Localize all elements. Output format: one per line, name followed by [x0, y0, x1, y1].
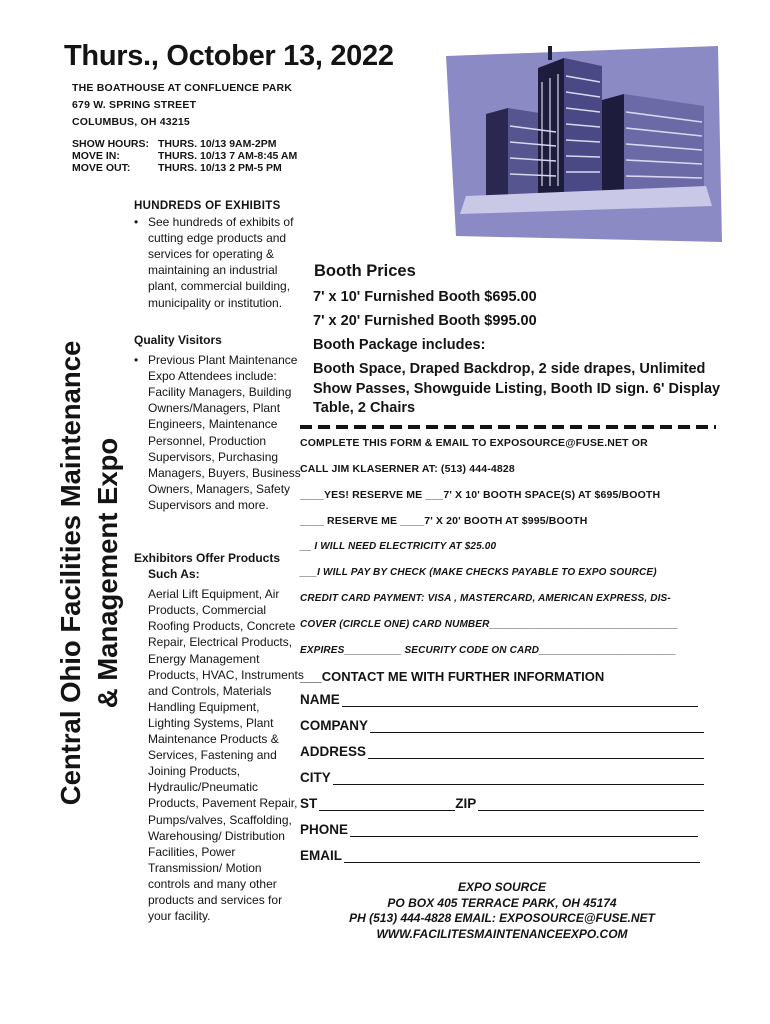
- exhibits-bullet-item: [134, 214, 302, 311]
- show-hours-label: SHOW HOURS:: [72, 138, 149, 150]
- city-label: CITY: [300, 770, 331, 785]
- reserve-10-option[interactable]: ____YES! RESERVE ME ___7' X 10' BOOTH SPACE(S) AT $695/BOOTH: [300, 489, 661, 501]
- expires-security-field[interactable]: EXPIRES__________ SECURITY CODE ON CARD________________________: [300, 645, 677, 656]
- show-hours: [72, 138, 276, 150]
- address-label: ADDRESS: [300, 744, 367, 759]
- booth-prices-title: Booth Prices: [314, 262, 416, 280]
- products-text: Aerial Lift Equipment, Air Products, Commercial Roofing Products, Concrete Repair, Electrical Products, Energy Management Products, HVAC, Instruments and Controls, Materials Handling Equipment, Lighting Systems, Plant Maintenance Products & Services, Fastening and Joining Products, Hydraulic/Pneumatic Products, Pavement Repair, Pumps/valves, Scaffolding, Warehousing/ Distribution Facilities, Power Transmission/ Motion controls and many other products and services for your facility.: [148, 587, 304, 924]
- building-illustration: [446, 46, 722, 242]
- city-field[interactable]: [300, 770, 704, 785]
- email-label: EMAIL: [300, 848, 342, 863]
- name-input-line[interactable]: [342, 694, 698, 707]
- dashed-divider: [300, 425, 716, 429]
- zip-input-line[interactable]: [478, 798, 704, 811]
- phone-field[interactable]: [300, 822, 698, 837]
- visitors-heading: Quality Visitors: [134, 333, 222, 347]
- address-input-line[interactable]: [368, 746, 704, 759]
- event-date: Thurs., October 13, 2022: [64, 40, 394, 72]
- zip-label: ZIP: [455, 796, 477, 811]
- electricity-option[interactable]: __ I WILL NEED ELECTRICITY AT $25.00: [300, 541, 497, 552]
- footer-website: WWW.FACILITESMAINTENANCEEXPO.COM: [376, 926, 628, 941]
- name-label: NAME: [300, 692, 340, 707]
- booth-price-20: 7' x 20' Furnished Booth $995.00: [313, 313, 537, 329]
- venue-street: 679 W. SPRING STREET: [72, 99, 197, 111]
- bullet-icon: •: [134, 215, 139, 230]
- credit-card-number-field[interactable]: COVER (CIRCLE ONE) CARD NUMBER_________________________________: [300, 619, 678, 630]
- move-out-label: MOVE OUT:: [72, 162, 131, 174]
- visitors-section: [134, 332, 302, 513]
- city-input-line[interactable]: [333, 772, 704, 785]
- products-heading-2: Such As:: [148, 567, 200, 582]
- exhibits-text: See hundreds of exhibits of cutting edge products and services for operating & maintaining an industrial plant, commercial building, municipality or institution.: [148, 215, 294, 310]
- company-field[interactable]: [300, 718, 704, 733]
- reserve-20-option[interactable]: ____ RESERVE ME ____7' X 20' BOOTH AT $995/BOOTH: [300, 515, 588, 527]
- email-input-line[interactable]: [344, 850, 700, 863]
- show-hours-value: THURS. 10/13 9AM-2PM: [158, 138, 277, 150]
- footer-org: EXPO SOURCE: [457, 880, 547, 894]
- booth-price-10: 7' x 10' Furnished Booth $695.00: [313, 289, 537, 305]
- state-input-line[interactable]: [319, 798, 455, 811]
- move-out-value: THURS. 10/13 2 PM-5 PM: [158, 162, 282, 174]
- name-field[interactable]: [300, 692, 698, 707]
- expo-title-vertical: [52, 308, 130, 838]
- products-section: [134, 550, 304, 924]
- credit-card-line-1: CREDIT CARD PAYMENT: VISA , MASTERCARD, AMERICAN EXPRESS, DIS-: [300, 593, 671, 604]
- expo-title-line-2: & Management Expo: [92, 437, 123, 709]
- phone-label: PHONE: [300, 822, 349, 837]
- state-label: ST: [300, 796, 318, 811]
- bullet-icon: •: [134, 353, 139, 368]
- email-field[interactable]: [300, 848, 700, 863]
- footer-po-box: PO BOX 405 TERRACE PARK, OH 45174: [387, 895, 617, 910]
- venue-name: THE BOATHOUSE AT CONFLUENCE PARK: [72, 82, 293, 94]
- products-heading-1: Exhibitors Offer Products: [134, 551, 281, 565]
- move-in-value: THURS. 10/13 7 AM-8:45 AM: [158, 150, 298, 162]
- company-input-line[interactable]: [370, 720, 704, 733]
- exhibits-section: [134, 198, 302, 311]
- booth-package-description: Booth Space, Draped Backdrop, 2 side drapes, Unlimited Show Passes, Showguide Listing, Booth ID sign. 6' Display Table, 2 Chairs: [313, 361, 721, 416]
- exhibits-heading: HUNDREDS OF EXHIBITS: [134, 200, 281, 212]
- state-zip-field[interactable]: [300, 796, 704, 811]
- company-label: COMPANY: [300, 718, 369, 733]
- visitors-text: Previous Plant Maintenance Expo Attendees include: Facility Managers, Building Owners/Managers, Plant Engineers, Maintenance Personnel, Production Supervisors, Purchasing Managers, Buyers, Business Owners, Managers, Safety Supervisors and more.: [148, 353, 301, 512]
- form-instructions-1: COMPLETE THIS FORM & EMAIL TO EXPOSOURCE@FUSE.NET OR: [300, 437, 648, 449]
- venue-city: COLUMBUS, OH 43215: [72, 116, 190, 128]
- form-instructions-2: CALL JIM KLASERNER AT: (513) 444-4828: [300, 463, 515, 475]
- move-in-label: MOVE IN:: [72, 150, 120, 162]
- footer-phone-email: PH (513) 444-4828 EMAIL: EXPOSOURCE@FUSE.NET: [349, 911, 655, 925]
- booth-package-heading: Booth Package includes:: [313, 337, 486, 353]
- move-in-hours: [72, 150, 297, 162]
- expo-title-line-1: Central Ohio Facilities Maintenance: [55, 340, 86, 806]
- check-payment-option[interactable]: ___I WILL PAY BY CHECK (MAKE CHECKS PAYABLE TO EXPO SOURCE): [300, 567, 657, 578]
- address-field[interactable]: [300, 744, 704, 759]
- contact-me-option[interactable]: ___CONTACT ME WITH FURTHER INFORMATION: [300, 669, 605, 684]
- footer-contact: [300, 880, 704, 942]
- phone-input-line[interactable]: [350, 824, 698, 837]
- visitors-bullet-item: [134, 352, 302, 513]
- move-out-hours: [72, 162, 282, 174]
